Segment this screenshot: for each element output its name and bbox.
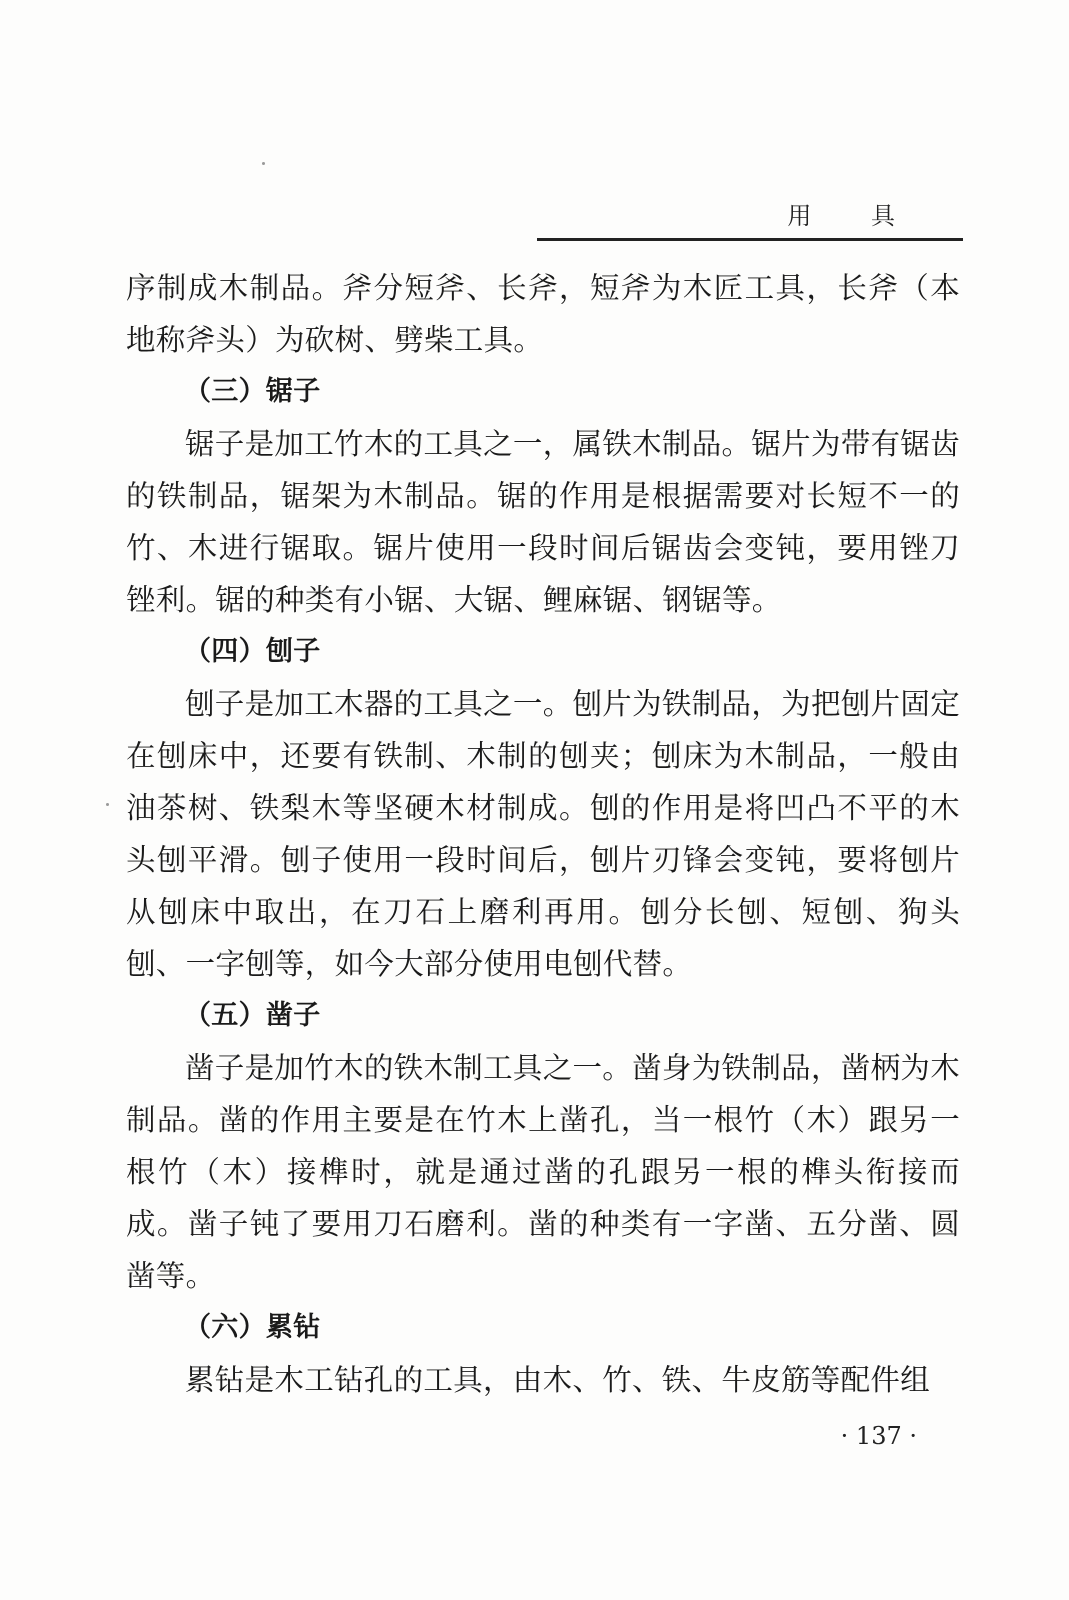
paper-speck — [106, 803, 109, 806]
paragraph: 累钻是木工钻孔的工具，由木、竹、铁、牛皮筋等配件组 — [185, 1363, 931, 1397]
running-head: 用 具 — [787, 202, 921, 230]
paragraph: 刨子是加工木器的工具之一。刨片为铁制品，为把刨片固定在刨床中，还要有铁制、木制的刨夹；刨床为木制品，一般由油茶树、铁梨木等坚硬木材制成。刨的作用是将凹凸不平的木头刨平滑。刨子使用一段时间后，刨片刃锋会变钝，要将刨片从刨床中取出，在刀石上磨利再用。刨分长刨、短刨、狗头刨、一字刨等，如今大部分使用电刨代替。 — [126, 687, 960, 981]
header-rule — [537, 238, 963, 241]
section-heading: （四）刨子 — [184, 636, 321, 667]
paragraph: 序制成木制品。斧分短斧、长斧，短斧为木匠工具，长斧（本地称斧头）为砍树、劈柴工具。 — [126, 271, 960, 357]
section-heading: （五）凿子 — [184, 1000, 321, 1031]
paragraph: 凿子是加竹木的铁木制工具之一。凿身为铁制品，凿柄为木制品。凿的作用主要是在竹木上凿孔，当一根竹（木）跟另一根竹（木）接榫时，就是通过凿的孔跟另一根的榫头衔接而成。凿子钝了要用刀石磨利。凿的种类有一字凿、五分凿、圆凿等。 — [126, 1051, 960, 1293]
section-heading: （三）锯子 — [184, 376, 321, 407]
section-heading: （六）累钻 — [184, 1312, 321, 1343]
paper-speck — [262, 162, 265, 165]
page-number: · 137 · — [840, 1422, 917, 1450]
paragraph: 锯子是加工竹木的工具之一，属铁木制品。锯片为带有锯齿的铁制品，锯架为木制品。锯的作用是根据需要对长短不一的竹、木进行锯取。锯片使用一段时间后锯齿会变钝，要用锉刀锉利。锯的种类有小锯、大锯、鲤麻锯、钢锯等。 — [126, 427, 960, 617]
body-text — [126, 262, 960, 1406]
